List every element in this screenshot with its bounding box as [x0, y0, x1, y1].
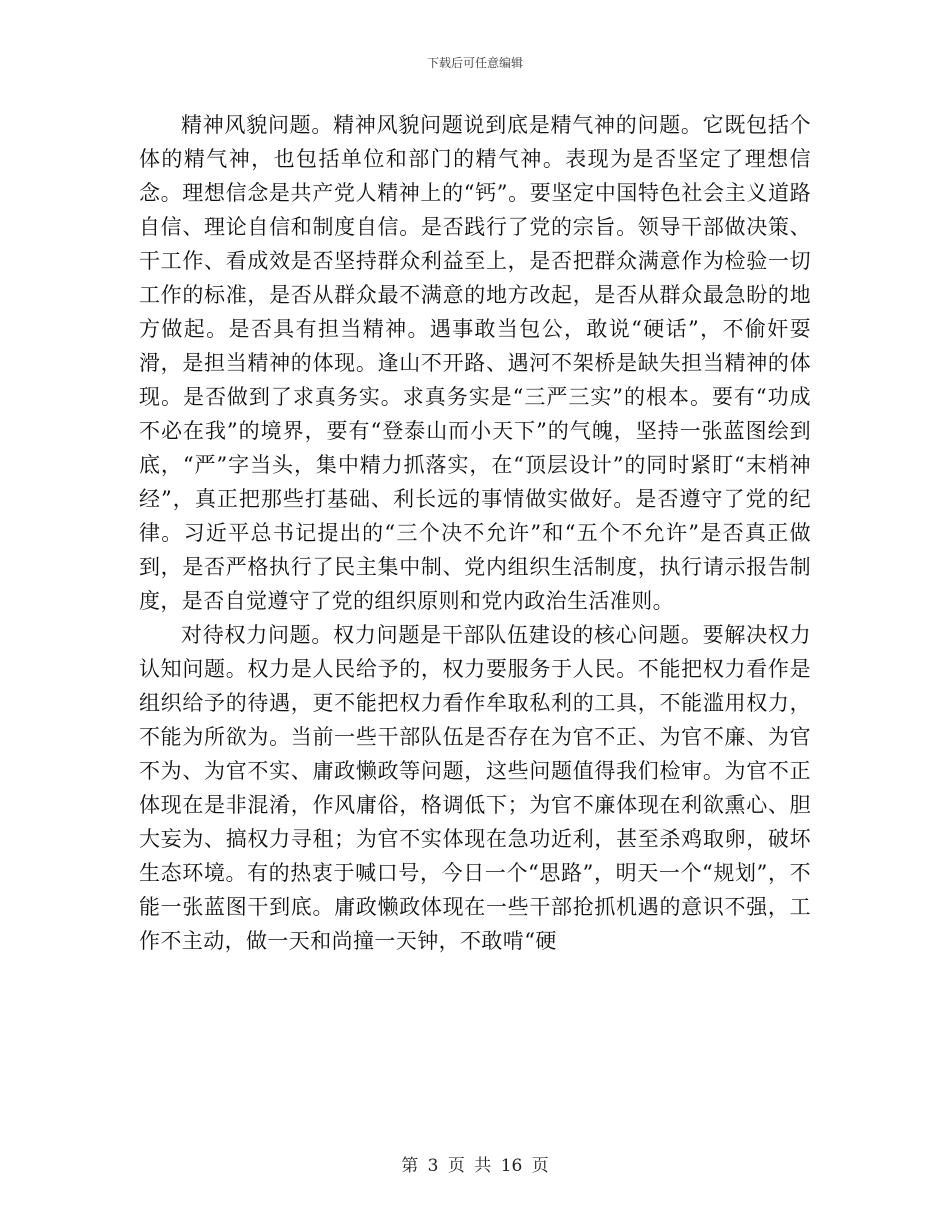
page-number-footer: 第 3 页 共 16 页: [401, 1156, 549, 1176]
page-header: 下载后可任意编辑: [426, 56, 523, 70]
paragraph-power: 对待权力问题。权力问题是干部队伍建设的核心问题。要解决权力认知问题。权力是人民给予的，权力要服务于人民。不能把权力看作是组织给予的待遇，更不能把权力看作牟取私利的工具，不能滥用权力，不能为所欲为。当前一些干部队伍是否存在为官不正、为官不廉、为官不为、为官不实、庸政懒政等问题，这些问题值得我们检审。为官不正体现在是非混淆，作风庸俗，格调低下；为官不廉体现在利欲熏心、胆大妄为、搞权力寻租；为官不实体现在急功近利，甚至杀鸡取卵，破坏生态环境。有的热衷于喊口号，今日一个“思路”，明天一个“规划”，不能一张蓝图干到底。庸政懒政体现在一些干部抢抓机遇的意识不强，工作不主动，做一天和尚撞一天钟，不敢啃“硬: [139, 623, 811, 953]
paragraph-spirit: 精神风貌问题。精神风貌问题说到底是精气神的问题。它既包括个体的精气神，也包括单位和部门的精气神。表现为是否坚定了理想信念。理想信念是共产党人精神上的“钙”。要坚定中国特色社会主义道路自信、理论自信和制度自信。是否践行了党的宗旨。领导干部做决策、干工作、看成效是否坚持群众利益至上，是否把群众满意作为检验一切工作的标准，是否从群众最不满意的地方改起，是否从群众最急盼的地方做起。是否具有担当精神。遇事敢当包公，敢说“硬话”，不偷奸耍滑，是担当精神的体现。逢山不开路、遇河不架桥是缺失担当精神的体现。是否做到了求真务实。求真务实是“三严三实”的根本。要有“功成不必在我”的境界，要有“登泰山而小天下”的气魄，坚持一张蓝图绘到底，“严”字当头，集中精力抓落实，在“顶层设计”的同时紧盯“末梢神经”，真正把那些打基础、利长远的事情做实做好。是否遵守了党的纪律。习近平总书记提出的“三个决不允许”和“五个不允许”是否真正做到，是否严格执行了民主集中制、党内组织生活制度，执行请示报告制度，是否自觉遵守了党的组织原则和党内政治生活准则。: [139, 113, 811, 613]
document-body: [139, 108, 811, 958]
